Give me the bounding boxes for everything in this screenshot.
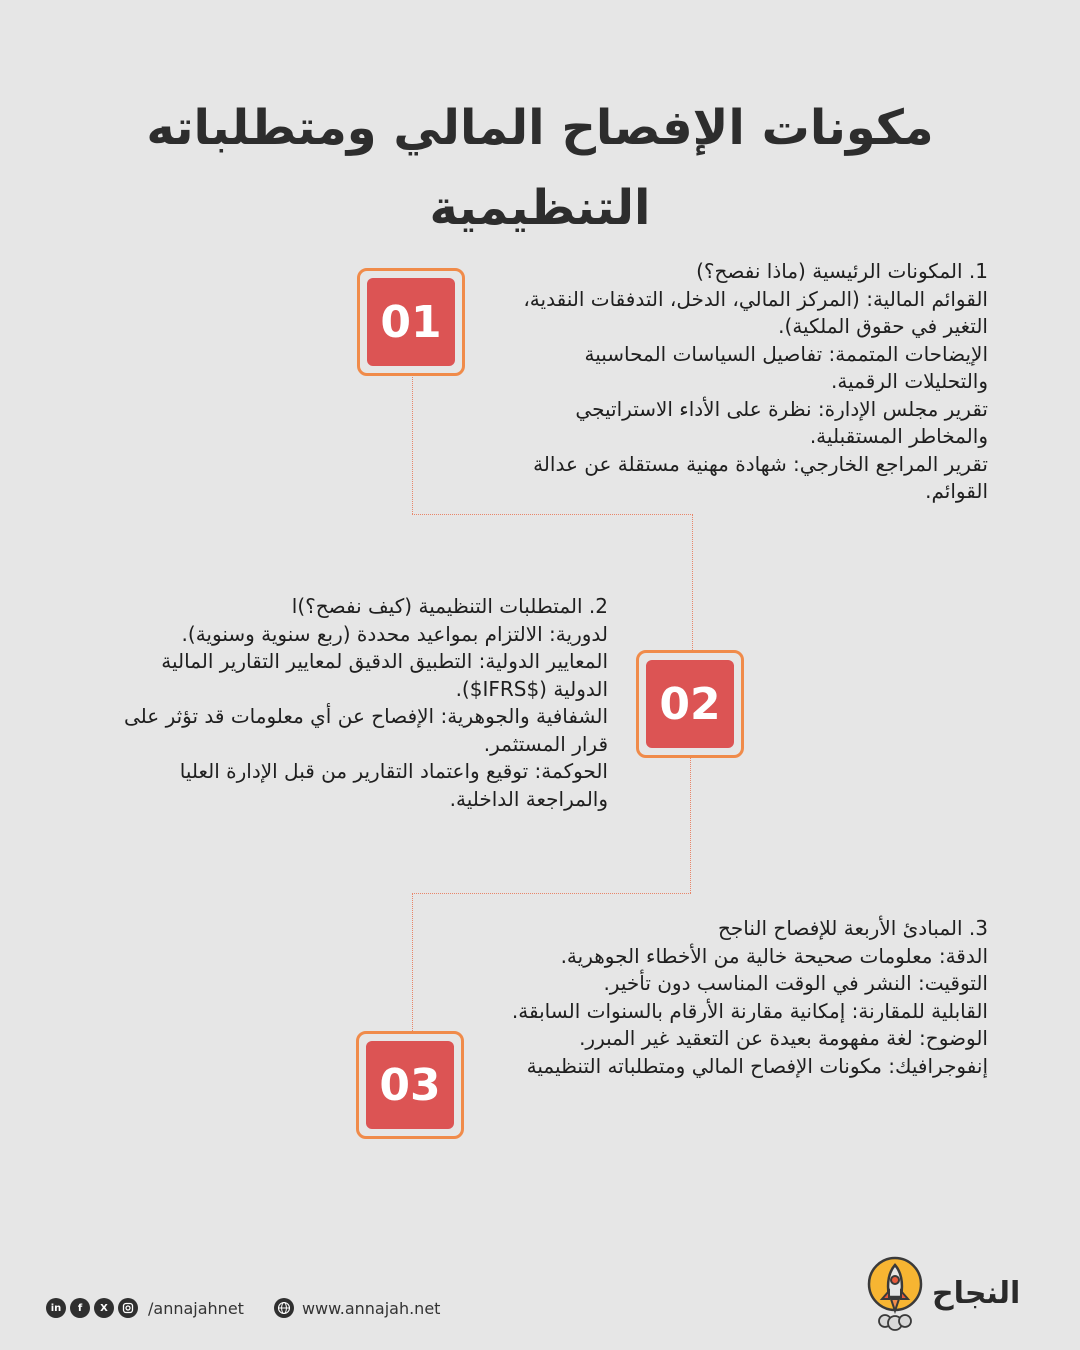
brand-logo bbox=[866, 1255, 1020, 1331]
connector-line bbox=[690, 758, 691, 893]
step-line: لدورية: الالتزام بمواعيد محددة (ربع سنوية وسنوية). bbox=[181, 621, 608, 646]
step-line: والتحليلات الرقمية. bbox=[831, 369, 988, 393]
step-line: الدقة: معلومات صحيحة خالية من الأخطاء الجوهرية. bbox=[560, 943, 988, 968]
step-line: التوقيت: النشر في الوقت المناسب دون تأخير. bbox=[603, 971, 988, 995]
connector-line bbox=[412, 514, 693, 515]
step-text-block bbox=[70, 593, 608, 813]
step-number: 03 bbox=[366, 1041, 454, 1129]
step-line: القابلية للمقارنة: إمكانية مقارنة الأرقام بالسنوات السابقة. bbox=[511, 998, 988, 1023]
step-line: تقرير المراجع الخارجي: شهادة مهنية مستقلة عن عدالة bbox=[533, 451, 988, 476]
rocket-icon bbox=[866, 1255, 924, 1331]
step-heading: 3. المبادئ الأربعة للإفصاح الناجح bbox=[718, 916, 988, 940]
step-number: 02 bbox=[646, 660, 734, 748]
step-number-box bbox=[636, 650, 744, 758]
step-line: الإيضاحات المتممة: تفاصيل السياسات المحاسبية bbox=[584, 341, 988, 366]
step-line: إنفوجرافيك: مكونات الإفصاح المالي ومتطلباته التنظيمية bbox=[526, 1053, 988, 1078]
step-line: قرار المستثمر. bbox=[483, 731, 608, 756]
step-line: والمخاطر المستقبلية. bbox=[809, 424, 988, 448]
step-line: المعايير الدولية: التطبيق الدقيق لمعايير التقارير المالية bbox=[161, 649, 608, 673]
step-text-block bbox=[470, 258, 988, 506]
step-line: القوائم المالية: (المركز المالي، الدخل، التدفقات النقدية، bbox=[523, 286, 988, 311]
step-heading: 1. المكونات الرئيسية (ماذا نفصح؟) bbox=[696, 259, 988, 283]
instagram-icon[interactable] bbox=[118, 1298, 138, 1318]
x-icon[interactable]: X bbox=[94, 1298, 114, 1318]
footer bbox=[46, 1298, 440, 1318]
step-number-box bbox=[356, 1031, 464, 1139]
connector-line bbox=[412, 893, 691, 894]
step-line: والمراجعة الداخلية. bbox=[449, 786, 608, 811]
connector-line bbox=[412, 377, 413, 514]
website-link[interactable]: www.annajah.net bbox=[301, 1298, 441, 1318]
step-line: القوائم. bbox=[925, 479, 988, 503]
step-number: 01 bbox=[367, 278, 455, 366]
step-line: تقرير مجلس الإدارة: نظرة على الأداء الاستراتيجي bbox=[575, 396, 988, 421]
page-title: مكونات الإفصاح المالي ومتطلباته التنظيمية bbox=[146, 100, 934, 236]
brand-name: النجاح bbox=[932, 1275, 1021, 1311]
step-number-box bbox=[357, 268, 465, 376]
globe-icon bbox=[274, 1298, 294, 1318]
social-handle[interactable]: /annajahnet bbox=[148, 1298, 244, 1318]
connector-line bbox=[692, 514, 693, 650]
facebook-icon[interactable]: f bbox=[70, 1298, 90, 1318]
step-text-block bbox=[470, 915, 988, 1080]
step-line: الشفافية والجوهرية: الإفصاح عن أي معلومات قد تؤثر على bbox=[123, 704, 608, 728]
step-line: الحوكمة: توقيع واعتماد التقارير من قبل الإدارة العليا bbox=[179, 759, 608, 783]
linkedin-icon[interactable]: in bbox=[46, 1298, 66, 1318]
step-line: التغير في حقوق الملكية). bbox=[778, 314, 988, 338]
connector-line bbox=[412, 893, 413, 1031]
step-heading: 2. المتطلبات التنظيمية (كيف نفصح؟)ا bbox=[291, 594, 608, 618]
step-line: الوضوح: لغة مفهومة بعيدة عن التعقيد غير المبرر. bbox=[579, 1026, 988, 1050]
step-line: الدولية ($IFRS$). bbox=[455, 676, 608, 701]
